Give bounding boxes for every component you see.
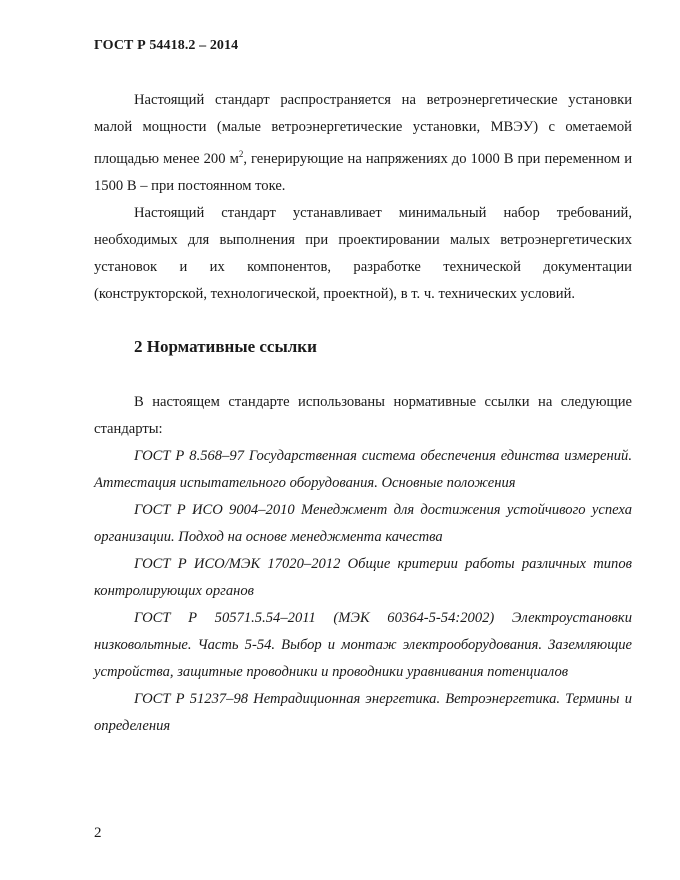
- document-header: ГОСТ Р 54418.2 – 2014: [94, 38, 239, 53]
- superscript: 2: [238, 149, 244, 159]
- intro-paragraph-1-text-end: , генерирующие на напряжениях до 1000 В при переменном и 1500 В – при постоянном токе.: [94, 150, 632, 194]
- reference-item: ГОСТ Р ИСО 9004–2010 Менеджмент для достижения устойчивого успеха организации. Подход на основе менеджмента качества: [94, 502, 632, 545]
- references-block: [94, 389, 632, 740]
- reference-list: [94, 443, 632, 740]
- reference-item: ГОСТ Р 51237–98 Нетрадиционная энергетика. Ветроэнергетика. Термины и определения: [94, 691, 632, 734]
- intro-paragraph-1-text: Настоящий стандарт распространяется на ветроэнергетические установки малой мощности (малые ветроэнергетические установки, МВЭУ) с ометаемой площадью менее 200 м: [94, 92, 632, 167]
- reference-item: ГОСТ Р ИСО/МЭК 17020–2012 Общие критерии работы различных типов контролирующих органов: [94, 556, 632, 599]
- section-heading: 2 Нормативные ссылки: [134, 337, 317, 356]
- reference-item: ГОСТ Р 50571.5.54–2011 (МЭК 60364-5-54:2002) Электроустановки низковольтные. Часть 5-54. Выбор и монтаж электрооборудования. Заземляющие устройства, защитные проводники и проводники уравнивания потенциалов: [94, 610, 632, 680]
- page-number: 2: [94, 825, 102, 841]
- intro-paragraph-1: [94, 87, 632, 200]
- intro-paragraph-2: Настоящий стандарт устанавливает минимальный набор требований, необходимых для выполнения при проектировании малых ветроэнергетических установок и их компонентов, разработке технической документации (конструкторской, технологической, проектной), в т. ч. технических условий.: [94, 204, 632, 302]
- intro-block: [94, 87, 632, 308]
- references-lead: В настоящем стандарте использованы нормативные ссылки на следующие стандарты:: [94, 394, 632, 437]
- reference-item: ГОСТ Р 8.568–97 Государственная система обеспечения единства измерений. Аттестация испытательного оборудования. Основные положения: [94, 448, 632, 491]
